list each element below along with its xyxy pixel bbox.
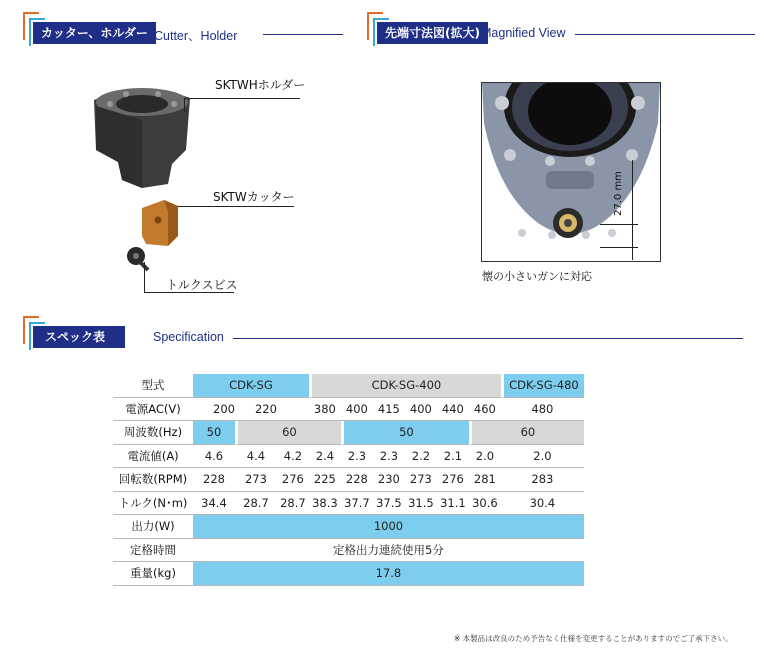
current-cell: 4.2 [277,445,309,469]
voltage-cell: 460 [469,398,501,422]
rpm-cell: 276 [437,468,469,492]
rpm-cell: 283 [501,468,584,492]
frequency-cell: 50 [193,421,235,445]
rpm-cell: 225 [309,468,341,492]
table-row [113,539,584,563]
torque-cell: 31.1 [437,492,469,516]
screw-illustration [124,244,152,272]
current-cell: 2.4 [309,445,341,469]
section-header-cutter [23,12,353,44]
rpm-cell: 228 [341,468,373,492]
model-cdk-sg: CDK-SG [193,374,309,398]
torque-cell: 37.5 [373,492,405,516]
frequency-cell: 60 [469,421,584,445]
frequency-cell: 50 [341,421,469,445]
current-cell: 4.4 [235,445,277,469]
table-row [113,492,584,516]
row-label: 型式 [113,374,193,398]
model-cdk-sg-480: CDK-SG-480 [501,374,584,398]
rpm-cell: 273 [405,468,437,492]
section-header-magnified [367,12,757,44]
current-cell: 2.2 [405,445,437,469]
magnified-caption: 懐の小さいガンに対応 [482,270,592,283]
frequency-cell: 60 [235,421,341,445]
row-label: 出力(W) [113,515,193,539]
section-title-jp: 先端寸法図(拡大) [377,22,488,44]
torque-cell: 30.6 [469,492,501,516]
current-cell: 2.3 [341,445,373,469]
table-row [113,468,584,492]
voltage-cell: 400 [405,398,437,422]
weight-cell: 17.8 [193,562,584,586]
rpm-cell: 276 [277,468,309,492]
torque-cell: 37.7 [341,492,373,516]
section-title-jp: カッター、ホルダー [33,22,156,44]
table-row [113,515,584,539]
voltage-cell: 200 [193,398,235,422]
row-label: 重量(kg) [113,562,193,586]
voltage-cell: 380 [309,398,341,422]
section-title-en: Specification [153,330,224,344]
current-cell: 4.6 [193,445,235,469]
row-label: 電流値(A) [113,445,193,469]
row-label: 回転数(RPM) [113,468,193,492]
table-row [113,374,584,398]
table-row [113,562,584,586]
current-cell: 2.1 [437,445,469,469]
table-row [113,421,584,445]
screw-label: トルクスビス [166,278,238,292]
table-row [113,398,584,422]
voltage-cell: 415 [373,398,405,422]
torque-cell: 28.7 [235,492,277,516]
voltage-cell: 440 [437,398,469,422]
rpm-cell: 281 [469,468,501,492]
torque-cell: 30.4 [501,492,584,516]
model-cdk-sg-400: CDK-SG-400 [309,374,501,398]
rating-cell: 定格出力連続使用5分 [193,539,584,563]
torque-cell: 28.7 [277,492,309,516]
output-cell: 1000 [193,515,584,539]
voltage-cell: 220 [235,398,277,422]
section-title-en: Cutter、Holder [154,29,238,43]
section-title-jp: スペック表 [33,326,125,348]
row-label: 電源AC(V) [113,398,193,422]
row-label: トルク(N･m) [113,492,193,516]
holder-label: SKTWHホルダー [215,78,306,92]
rpm-cell: 228 [193,468,235,492]
torque-cell: 38.3 [309,492,341,516]
row-label: 周波数(Hz) [113,421,193,445]
torque-cell: 31.5 [405,492,437,516]
voltage-cell: 480 [501,398,584,422]
current-cell: 2.3 [373,445,405,469]
torque-cell: 34.4 [193,492,235,516]
table-row [113,445,584,469]
section-title-en: Magnified View [481,26,566,40]
current-cell: 2.0 [469,445,501,469]
section-header-spec [23,316,743,348]
rpm-cell: 230 [373,468,405,492]
cutter-label: SKTWカッター [213,190,295,204]
current-cell: 2.0 [501,445,584,469]
row-label: 定格時間 [113,539,193,563]
magnified-view-image [481,82,661,262]
spec-table [113,374,584,586]
rpm-cell: 273 [235,468,277,492]
dimension-label: 27.0 mm [613,171,624,216]
voltage-cell: 400 [341,398,373,422]
footnote: ※ 本製品は改良のため予告なく仕様を変更することがありますのでご了承下さい。 [454,634,733,643]
